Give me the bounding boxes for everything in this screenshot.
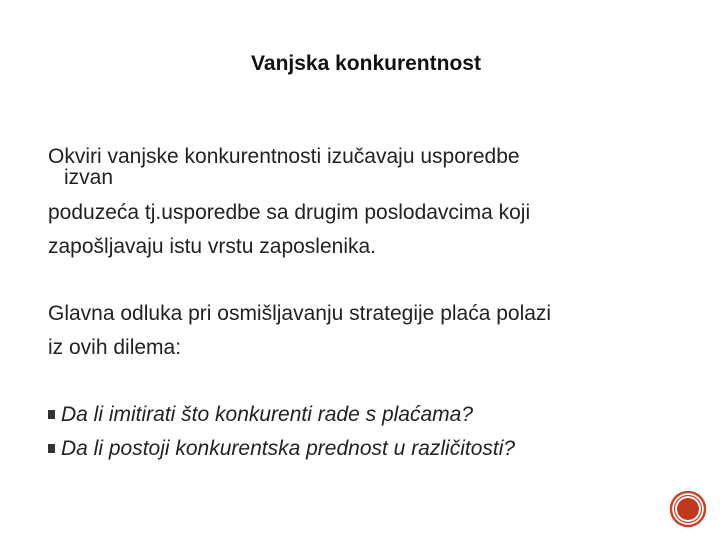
- paragraph-2-line-2: iz ovih dilema:: [48, 336, 182, 359]
- bullet-text-2: Da li postoji konkurentska prednost u različitosti?: [61, 437, 516, 460]
- slide-title: Vanjska konkurentnost: [251, 52, 481, 75]
- paragraph-1-line-1: Okviri vanjske konkurentnosti izučavaju usporedbe: [48, 145, 520, 168]
- bullet-item-2: [48, 437, 515, 460]
- paragraph-1-line-2: izvan: [64, 166, 114, 189]
- bullet-square-icon: [48, 444, 55, 453]
- bullet-item-1: [48, 403, 473, 426]
- paragraph-1-line-4: zapošljavaju istu vrstu zaposlenika.: [48, 235, 377, 258]
- circle-nav-icon[interactable]: [669, 490, 707, 528]
- bullet-text-1: Da li imitirati što konkurenti rade s plaćama?: [61, 403, 474, 426]
- paragraph-1-line-3: poduzeća tj.usporedbe sa drugim poslodavcima koji: [48, 201, 531, 224]
- paragraph-2-line-1: Glavna odluka pri osmišljavanju strategije plaća polazi: [48, 302, 552, 325]
- bullet-square-icon: [48, 410, 55, 419]
